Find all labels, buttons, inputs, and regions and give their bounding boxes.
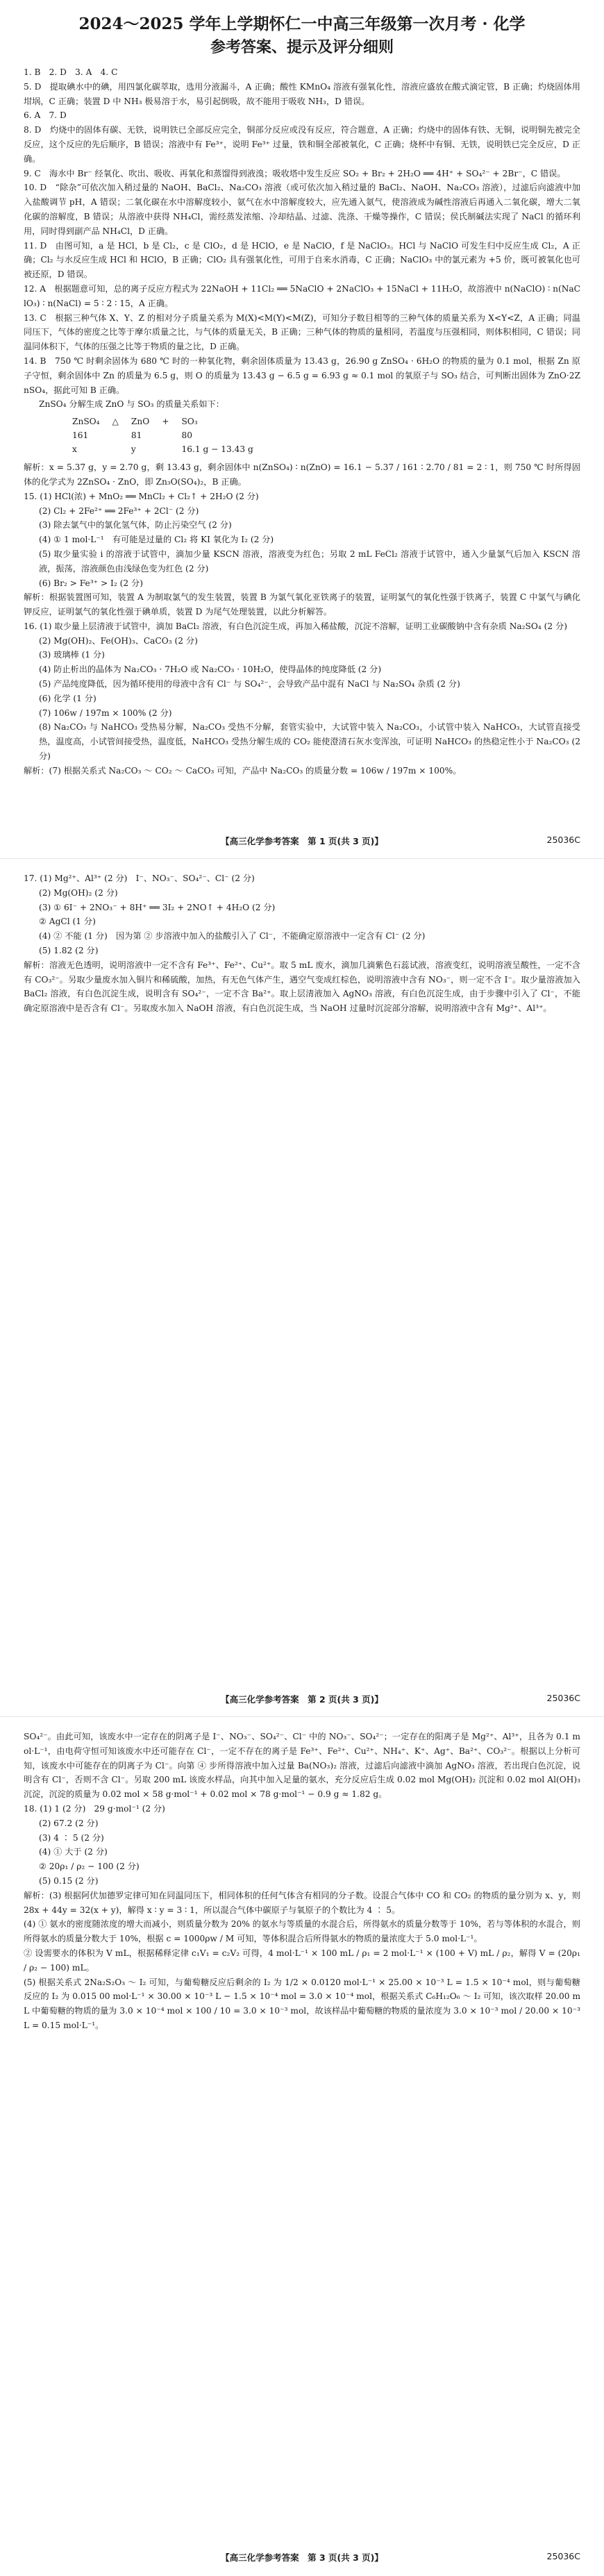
document-subtitle: 参考答案、提示及评分细则 (210, 38, 394, 56)
eq-value: 16.1 g − 13.43 g (181, 444, 253, 455)
answer-17-3b: ② AgCl (1 分) (39, 917, 96, 927)
footer-code: 25036C (546, 2551, 580, 2561)
answer-18-analysis-3: 解析：(3) 根据阿伏加德罗定律可知在同温同压下，相同体积的任何气体含有相同的分子数。设混合气体中 CO 和 CO₂ 的物质的量分别为 x、y，则 28x + 44y = 32(x + y)，解得 x ∶ y = 3 ∶ 1，所以混合气体中碳原子与氧原子的个数比为 4 ∶ 5。 (24, 1890, 580, 1915)
document-title: 2024～2025 学年上学期怀仁一中高三年级第一次月考 · 化学 (78, 15, 526, 33)
answer-17-analysis-cont: SO₄²⁻。由此可知，该废水中一定存在的阴离子是 I⁻、NO₃⁻、SO₄²⁻、Cl⁻ 中的 NO₃⁻、SO₄²⁻；一定存在的阳离子是 Mg²⁺、Al³⁺，且各为 0.1 mol·L⁻¹，由电荷守恒可知该废水中还可能存在 Cl⁻，一定不存在的离子是 Fe³⁺、Fe²⁺、Cu²⁺、NH₄⁺、K⁺、Ag⁺、Ba²⁺、CO₃²⁻。根据以上分析可知，该废水中可能存在的阴离子为 Cl⁻。向第 ④ 步所得溶液中加入过量 Ba(NO₃)₂ 溶液，过滤后向滤液中滴加 AgNO₃ 溶液，若出现白色沉淀，说明含有 Cl⁻，否则不含 Cl⁻。另取 200 mL 该废水样品，向其中加入足量的氨水，充分反应后生成 0.02 mol Mg(OH)₂ 沉淀和 0.02 mol Al(OH)₃ 沉淀，沉淀的质量为 0.02 mol × 58 g·mol⁻¹ + 0.02 mol × 78 g·mol⁻¹ − 0.9 g ≈ 1.82 g。 (24, 1732, 580, 1800)
answer-17-4: (4) ② 不能 (1 分) 因为第 ② 步溶液中加入的盐酸引入了 Cl⁻，不能确定原溶液中一定含有 Cl⁻ (2 分) (39, 931, 426, 942)
answer-16-8: (8) Na₂CO₃ 与 NaHCO₃ 受热易分解，Na₂CO₃ 受热不分解，套管实验中，大试管中装入 Na₂CO₃，小试管中装入 NaHCO₃，大试管直接受热，温度高，小试管间接受热，温度低，NaHCO₃ 受热分解生成的 CO₂ 能使澄清石灰水变浑浊，可证明 NaHCO₃ 的热稳定性小于 Na₂CO₃ (2 分) (39, 722, 580, 762)
eq-blank (112, 428, 131, 442)
footer-code: 25036C (546, 1693, 580, 1703)
answer-15-5: (5) 取少量实验 i 的溶液于试管中，滴加少量 KSCN 溶液，溶液变为红色；另取 2 mL FeCl₂ 溶液于试管中，通入少量氯气后加入 KSCN 溶液，振荡，溶液颜色由浅绿色变为红色 (2 分) (39, 549, 580, 574)
page-3 (0, 1716, 604, 2575)
answer-12: 12. A 根据题意可知，总的离子反应方程式为 22NaOH + 11Cl₂ ══ 5NaClO + 2NaClO₃ + 15NaCl + 11H₂O，故溶液中 n(NaClO) ∶ n(NaClO₃) ∶ n(NaCl) = 5 ∶ 2 ∶ 15，A 正确。 (24, 283, 580, 308)
answer-16-7: (7) 106w / 197m × 100% (2 分) (39, 708, 172, 718)
answer-18-1: 18. (1) 1 (2 分) 29 g·mol⁻¹ (2 分) (24, 1803, 165, 1814)
eq-plus: + (162, 417, 169, 427)
eq-var-x: x (72, 444, 77, 455)
footer-code: 25036C (546, 835, 580, 845)
answer-11: 11. D 由图可知，a 是 HCl，b 是 Cl₂，c 是 ClO₂，d 是 HClO，e 是 NaClO，f 是 NaClO₃。HCl 与 NaClO 可发生归中反应生成 Cl₂，A 正确；Cl₂ 与水反应生成 HCl 和 HClO，B 正确；ClO₂ 具有强氧化性，可用于自来水消毒，C 正确；NaClO₃ 中的氯元素为 +5 价，既可被氧化也可被还原，D 错误。 (24, 240, 580, 280)
answer-16-analysis: 解析：(7) 根据关系式 Na₂CO₃ ～ CO₂ ～ CaCO₃ 可知，产品中 Na₂CO₃ 的质量分数 = 106w / 197m × 100%。 (24, 765, 462, 776)
answer-18-analysis-4b: ② 设需要水的体积为 V mL，根据稀释定律 c₁V₁ = c₂V₂ 可得，4 mol·L⁻¹ × 100 mL / ρ₁ = 2 mol·L⁻¹ × (100 + V) mL / ρ₂，解得 V = (20ρ₁ / ρ₂ − 100) mL。 (24, 1948, 580, 1973)
answer-14-analysis: 解析：x = 5.37 g，y = 2.70 g，剩 13.43 g，剩余固体中 n(ZnSO₄) ∶ n(ZnO) = 16.1 − 5.37 / 161 ∶ 2.70 / 81 = 2 ∶ 1，则 750 ℃ 时所得固体的化学式为 2ZnSO₄ · ZnO，即 Zn₃O(SO₄)₂，B 正确。 (24, 462, 580, 487)
answer-5: 5. D 提取碘水中的碘，用四氯化碳萃取，选用分液漏斗，A 正确；酸性 KMnO₄ 溶液有强氧化性，溶液应盛放在酸式滴定管，B 正确；灼烧固体用坩埚，C 正确；装置 D 中 NH₃ 极易溶于水，易引起倒吸，故不能用于吸收 NH₃，D 错误。 (24, 81, 580, 106)
answer-18-3: (3) 4 ∶ 5 (2 分) (39, 1832, 104, 1843)
page-2 (0, 858, 604, 1716)
footer-page-label: 【高三化学参考答案 第 2 页(共 3 页)】 (221, 1694, 383, 1705)
answer-16-4: (4) 防止析出的晶体为 Na₂CO₃ · 7H₂O 或 Na₂CO₃ · 10H₂O，使得晶体的纯度降低 (2 分) (39, 664, 382, 675)
answer-14: 14. B 750 ℃ 时剩余固体为 680 ℃ 时的一种氧化物，剩余固体质量为 13.43 g，26.90 g ZnSO₄ · 6H₂O 的物质的量为 0.1 mol，根据 Zn 原子守恒，剩余固体中 Zn 的质量为 6.5 g，则 O 的质量为 13.43 g − 6.5 g = 6.93 g ≈ 0.1 mol 的氧原子与 SO₃ 结合，可判断出固体为 ZnO·2ZnSO₄，据此可知 B 正确。 (24, 356, 580, 395)
answer-18-5: (5) 0.15 (2 分) (39, 1875, 99, 1886)
eq-product-2: SO₃ (181, 417, 198, 427)
answer-17-3a: (3) ① 6I⁻ + 2NO₃⁻ + 8H⁺ ══ 3I₂ + 2NO↑ + 4H₂O (2 分) (39, 902, 276, 912)
answer-13: 13. C 根据三种气体 X、Y、Z 的相对分子质量关系为 M(X)<M(Y)<M(Z)，可知分子数目相等的三种气体的质量关系为 X<Y<Z，A 正确；同温同压下，气体的密度之比等于摩尔质量之比，与气体的质量无关，B 正确；三种气体的物质的量相同，若温度与压强相同，则体积相同，C 错误；同温同体积下，气体的压强之比等于物质的量之比，D 正确。 (24, 312, 580, 352)
answer-17-1: 17. (1) Mg²⁺、Al³⁺ (2 分) I⁻、NO₃⁻、SO₄²⁻、Cl⁻ (2 分) (24, 873, 255, 883)
answer-16-2: (2) Mg(OH)₂、Fe(OH)₃、CaCO₃ (2 分) (39, 635, 198, 646)
answer-14-note: ZnSO₄ 分解生成 ZnO 与 SO₃ 的质量关系如下： (39, 399, 224, 410)
footer-page-label: 【高三化学参考答案 第 3 页(共 3 页)】 (221, 2552, 383, 2563)
page-footer (24, 835, 580, 848)
answer-16-1: 16. (1) 取少量上层清液于试管中，滴加 BaCl₂ 溶液，有白色沉淀生成，再加入稀盐酸，沉淀不溶解，证明工业碳酸钠中含有杂质 Na₂SO₄ (2 分) (24, 621, 567, 631)
eq-blank (162, 442, 181, 456)
answer-6-7: 6. A 7. D (24, 110, 67, 121)
eq-product-1: ZnO (131, 417, 150, 427)
answer-15-3: (3) 除去氯气中的氯化氢气体，防止污染空气 (2 分) (39, 520, 232, 530)
decomposition-equation (72, 415, 580, 456)
page-1 (0, 0, 604, 858)
eq-reactant: ZnSO₄ (72, 417, 100, 427)
answer-18-4a: (4) ① 大于 (2 分) (39, 1847, 108, 1857)
answer-15-6: (6) Br₂ > Fe³⁺ > I₂ (2 分) (39, 578, 143, 588)
answer-16-6: (6) 化学 (1 分) (39, 693, 97, 703)
answer-15-4: (4) ① 1 mol·L⁻¹ 有可能是过量的 Cl₂ 将 KI 氧化为 I₂ (2 分) (39, 535, 274, 545)
answer-18-4b: ② 20ρ₁ / ρ₂ − 100 (2 分) (39, 1862, 140, 1872)
answer-16-3: (3) 玻璃棒 (1 分) (39, 650, 105, 660)
page-footer (24, 1693, 580, 1707)
answer-17-2: (2) Mg(OH)₂ (2 分) (39, 887, 118, 898)
page-footer (24, 2551, 580, 2565)
answer-18-analysis-4a: (4) ① 氨水的密度随浓度的增大而减小，则质量分数为 20% 的氨水与等质量的水混合后，所得氨水的质量分数等于 10%，若与等体积的水混合，则所得氨水的质量分数大于 10%，根据 c = 1000ρw / M 可知，等体积混合后所得氨水的物质的量浓度大于 5.0 mol·L⁻¹。 (24, 1919, 580, 1944)
answer-10: 10. D “除杂”可依次加入稍过量的 NaOH、BaCl₂、Na₂CO₃ 溶液（或可依次加入稍过量的 BaCl₂、NaOH、Na₂CO₃ 溶液），过滤后向滤液中加入盐酸调节 pH，A 错误；二氧化碳在水中溶解度较小，氨气在水中溶解度较大，应先通入氨气，使溶液成为碱性溶液后再通入二氧化碳，增大二氧化碳的溶解度，B 错误；从溶液中获得 NH₄Cl，需经蒸发浓缩、冷却结晶、过滤、洗涤、干燥等操作，C 错误；侯氏制碱法实现了 NaCl 的循环利用，同时得到副产品 NH₄Cl，D 正确。 (24, 183, 580, 236)
eq-blank (162, 428, 181, 442)
footer-page-label: 【高三化学参考答案 第 1 页(共 3 页)】 (221, 836, 383, 846)
answer-9: 9. C 海水中 Br⁻ 经氧化、吹出、吸收、再氧化和蒸馏得到液溴；吸收塔中发生反应 SO₂ + Br₂ + 2H₂O ══ 4H⁺ + SO₄²⁻ + 2Br⁻，C 错误。 (24, 168, 566, 178)
answer-17-5: (5) 1.82 (2 分) (39, 945, 99, 955)
answer-18-analysis-5: (5) 根据关系式 2Na₂S₂O₃ ～ I₂ 可知，与葡萄糖反应后剩余的 I₂ 为 1/2 × 0.0120 mol·L⁻¹ × 25.00 × 10⁻³ L = 1.5 × 10⁻⁴ mol，则与葡萄糖反应的 I₂ 为 0.015 00 mol·L⁻¹ × 30.00 × 10⁻³ L − 1.5 × 10⁻⁴ mol = 3.0 × 10⁻⁴ mol，根据关系式 C₆H₁₂O₆ ～ I₂ 可知，该次取样 20.00 mL 中葡萄糖的物质的量为 3.0 × 10⁻⁴ mol × 100 / 10 = 3.0 × 10⁻³ mol，故该样品中葡萄糖的物质的量浓度为 3.0 × 10⁻³ mol / 20.00 × 10⁻³ L = 0.15 mol·L⁻¹。 (24, 1977, 580, 2030)
answer-15-2: (2) Cl₂ + 2Fe²⁺ ══ 2Fe³⁺ + 2Cl⁻ (2 分) (39, 505, 199, 516)
answer-1-4: 1. B 2. D 3. A 4. C (24, 67, 118, 77)
eq-heat: △ (112, 417, 119, 427)
answer-17-analysis: 解析：溶液无色透明，说明溶液中一定不含有 Fe³⁺、Fe²⁺、Cu²⁺。取 5 mL 废水，滴加几滴紫色石蕊试液，溶液变红，说明溶液呈酸性，一定不含有 CO₃²⁻。另取少量废水加入铜片和稀硫酸，加热，有无色气体产生，遇空气变成红棕色，说明溶液中含有 NO₃⁻，则一定不含 I⁻。取少量溶液加入 BaCl₂ 溶液，有白色沉淀生成，说明含有 SO₄²⁻，一定不含 Ba²⁺。取上层清液加入 AgNO₃ 溶液，有白色沉淀生成，由于步骤中引入了 Cl⁻，不能确定原溶液中是否含有 Cl⁻。另取废水加入 NaOH 溶液，有白色沉淀生成，当 NaOH 过量时沉淀部分溶解，说明溶液中含有 Mg²⁺、Al³⁺。 (24, 960, 580, 1014)
eq-blank (112, 442, 131, 456)
answer-15-analysis: 解析：根据装置图可知，装置 A 为制取氯气的发生装置，装置 B 为氯气氧化亚铁离子的装置，证明氯气的氧化性强于铁离子，装置 C 中氯气与碘化钾反应，证明氯气的氧化性强于碘单质，装置 D 为尾气处理装置，以此分析解答。 (24, 592, 580, 617)
answer-16-5: (5) 产品纯度降低，因为循环使用的母液中含有 Cl⁻ 与 SO₄²⁻，会导致产品中混有 NaCl 与 Na₂SO₄ 杂质 (2 分) (39, 679, 460, 689)
eq-var-y: y (131, 444, 136, 455)
answer-15-1: 15. (1) HCl(浓) + MnO₂ ══ MnCl₂ + Cl₂↑ + 2H₂O (2 分) (24, 491, 259, 501)
eq-mass-1: 161 (72, 430, 89, 441)
answer-8: 8. D 灼烧中的固体有碳、无铁，说明铁已全部反应完全，铜部分反应或没有反应，符合题意，A 正确；灼烧中的固体有铁、无铜，说明铜先被完全反应，这个反应的先后顺序，B 错误；溶液中有 Fe³⁺，说明 Fe³⁺ 过量，铁和铜全部被氧化，C 正确；烧杯中有铜、无铁，说明铁已完全反应，D 正确。 (24, 125, 580, 164)
eq-mass-2: 81 (131, 430, 142, 441)
answer-18-2: (2) 67.2 (2 分) (39, 1818, 99, 1828)
eq-mass-3: 80 (181, 430, 192, 441)
